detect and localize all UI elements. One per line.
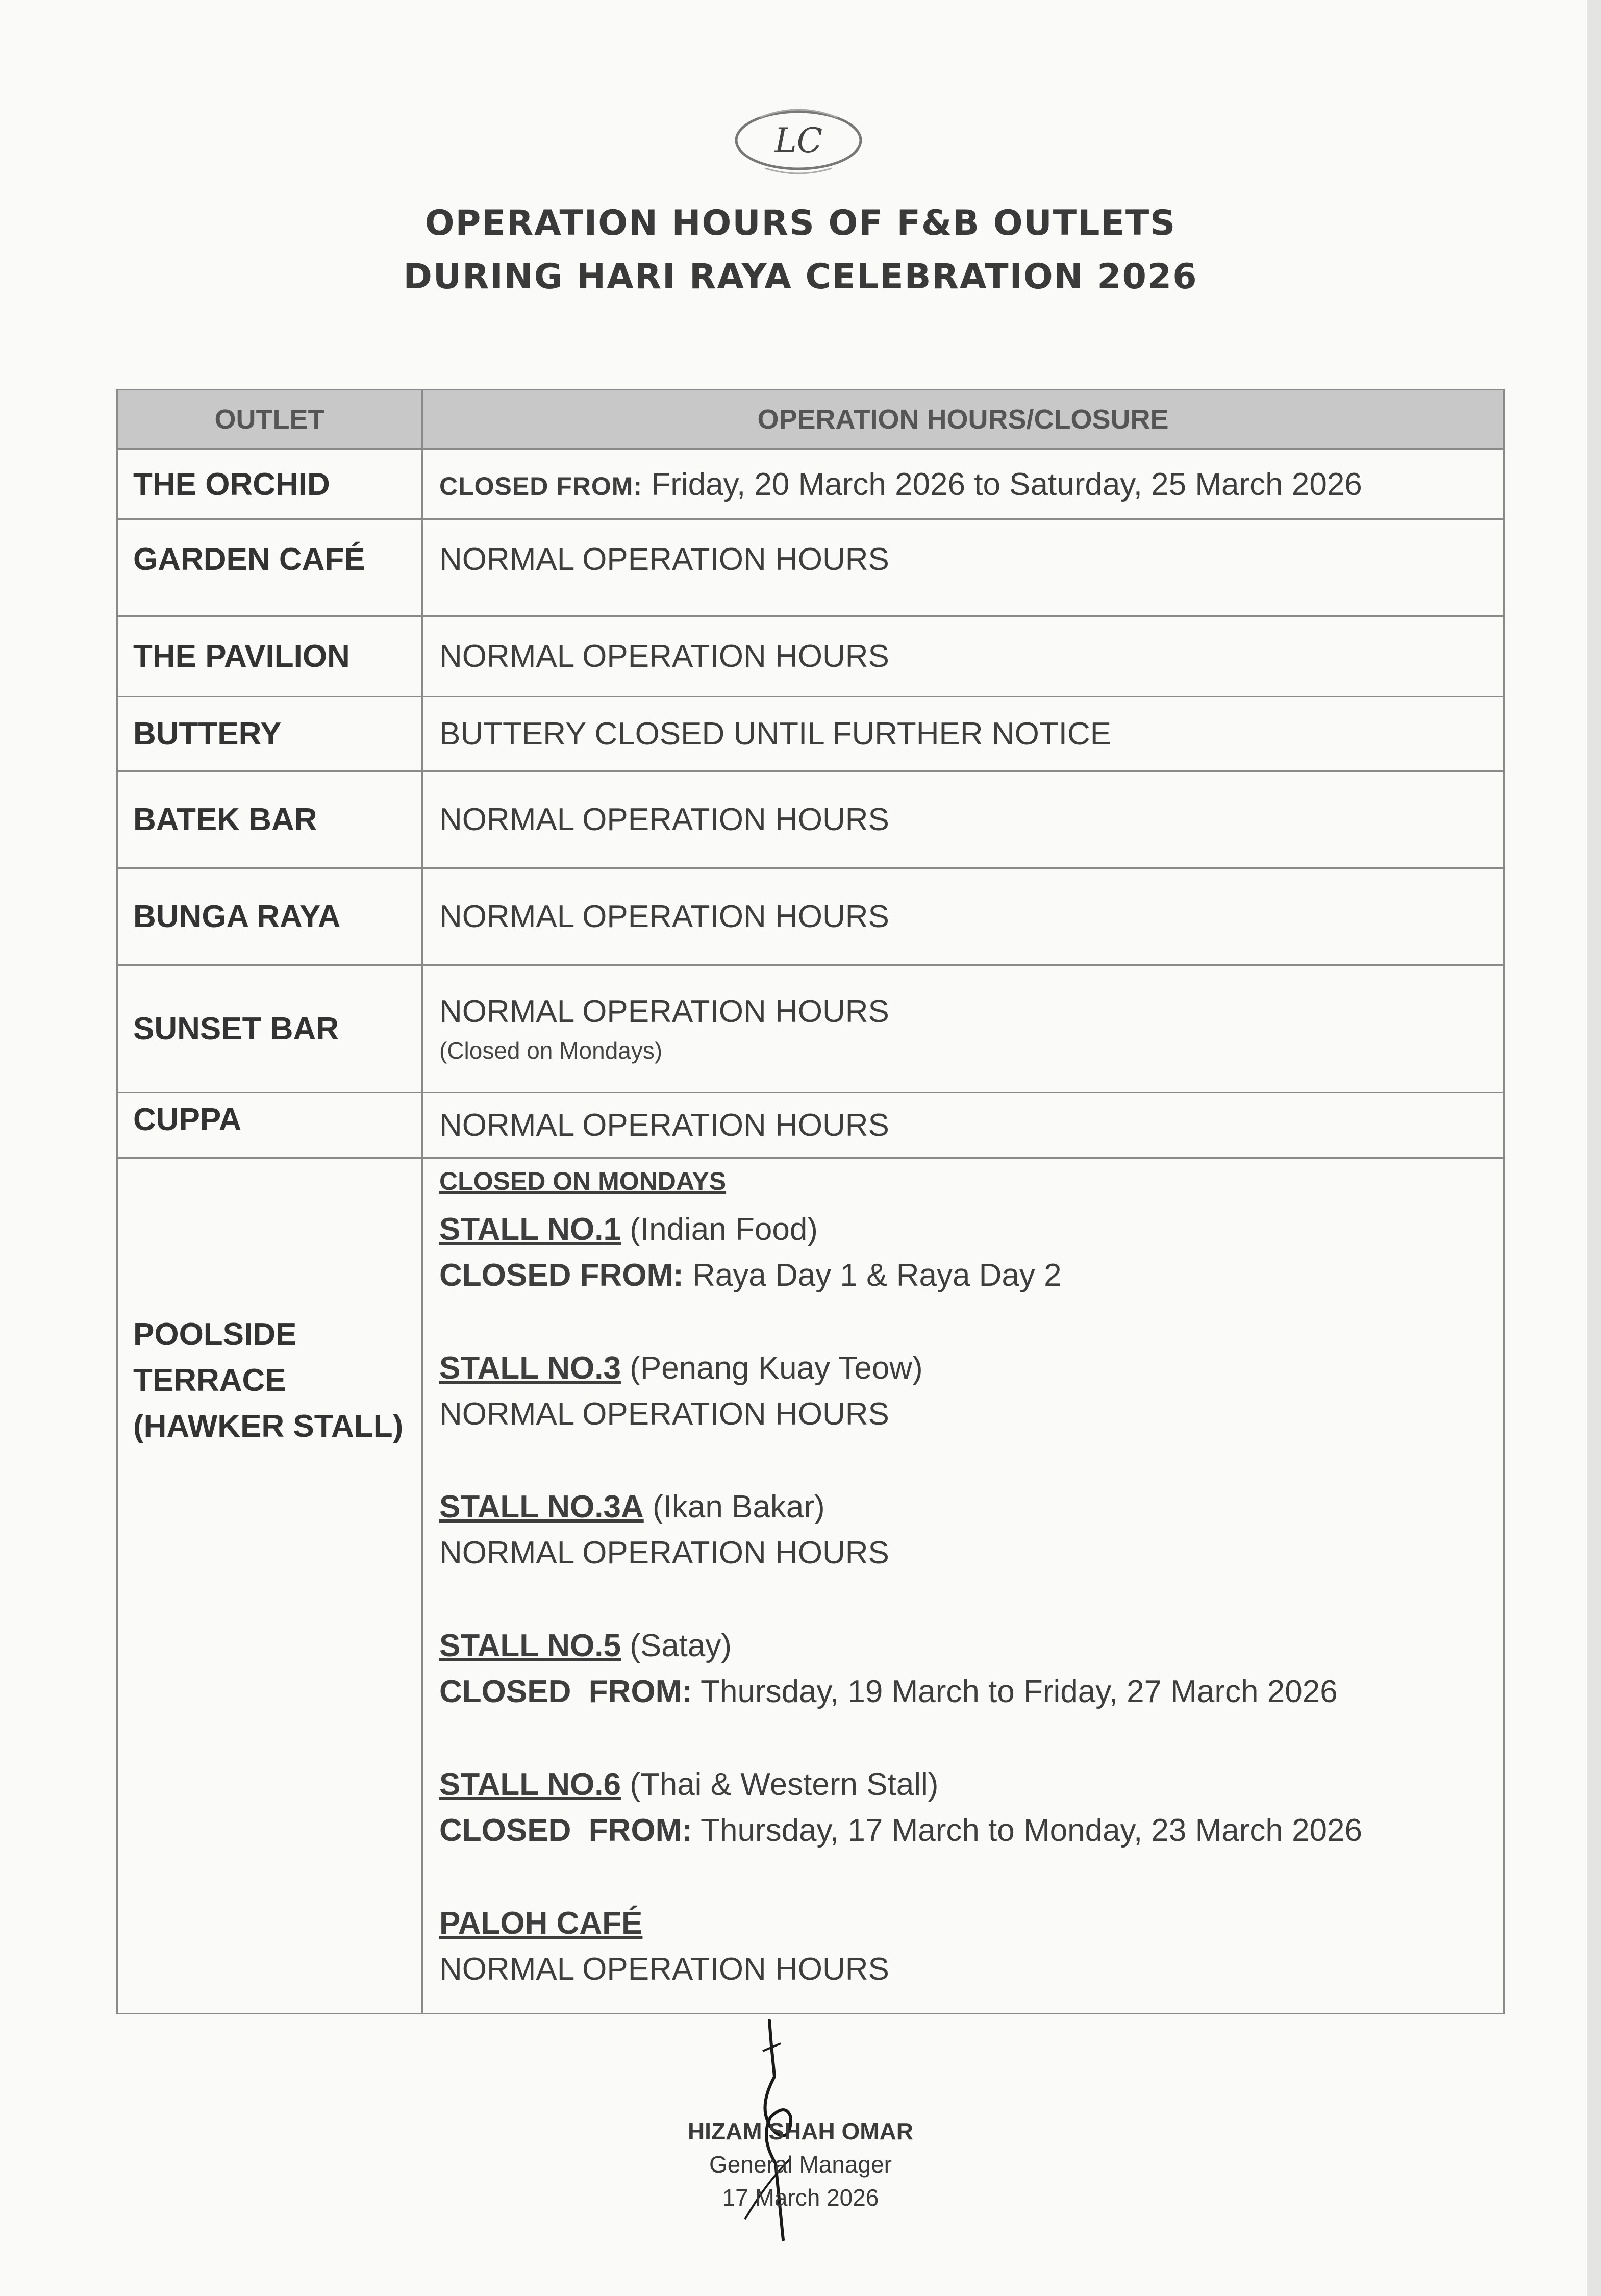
stall-name: STALL NO.1 — [439, 1212, 621, 1247]
poolside-hours — [422, 1158, 1504, 2014]
outlet-name: THE PAVILION — [117, 616, 422, 697]
stall-desc: (Ikan Bakar) — [643, 1489, 825, 1525]
stall-name: STALL NO.6 — [439, 1767, 621, 1802]
table-header-row — [117, 390, 1504, 450]
closed-label: CLOSED FROM: — [439, 1258, 684, 1293]
stall-block — [439, 1762, 1503, 1854]
outlet-name: BUNGA RAYA — [117, 868, 422, 965]
outlet-hours — [422, 450, 1504, 519]
stall-desc: (Thai & Western Stall) — [620, 1767, 939, 1802]
outlet-hours — [422, 965, 1504, 1093]
closed-label: CLOSED FROM: — [439, 1674, 692, 1709]
outlet-hours: NORMAL OPERATION HOURS — [422, 868, 1504, 965]
stall-block — [439, 1484, 1503, 1576]
outlet-name-line: (HAWKER STALL) — [133, 1409, 404, 1444]
stall-hours: Raya Day 1 & Raya Day 2 — [683, 1258, 1062, 1293]
closed-label: CLOSED FROM: — [439, 471, 643, 501]
outlet-hours: NORMAL OPERATION HOURS — [422, 771, 1504, 868]
stall-block — [439, 1901, 1503, 1992]
table-row-poolside — [117, 1158, 1504, 2014]
outlet-hours: NORMAL OPERATION HOURS — [422, 1093, 1504, 1158]
stall-hours: NORMAL OPERATION HOURS — [439, 1535, 889, 1570]
table-row — [117, 519, 1504, 616]
stall-desc: (Indian Food) — [620, 1212, 818, 1247]
hours-text: NORMAL OPERATION HOURS — [439, 994, 889, 1029]
stall-block — [439, 1207, 1503, 1299]
stall-hours: NORMAL OPERATION HOURS — [439, 1952, 889, 1987]
stall-name: STALL NO.3 — [439, 1351, 621, 1386]
signatory-name: HIZAM SHAH OMAR — [687, 2118, 914, 2144]
document-title-line1: OPERATION HOURS OF F&B OUTLETS — [424, 203, 1177, 243]
svg-text:LC: LC — [774, 121, 823, 160]
stall-desc: (Penang Kuay Teow) — [620, 1351, 923, 1386]
table-row — [117, 697, 1504, 771]
hours-text: Friday, 20 March 2026 to Saturday, 25 March 2026 — [642, 466, 1362, 502]
header-outlet: OUTLET — [117, 390, 422, 450]
signatory-role: General Manager — [709, 2151, 892, 2178]
outlet-name: BATEK BAR — [117, 771, 422, 868]
outlet-name: SUNSET BAR — [117, 965, 422, 1093]
table-row — [117, 965, 1504, 1093]
stall-block — [439, 1345, 1503, 1437]
stall-name: STALL NO.5 — [439, 1628, 621, 1663]
outlet-name: BUTTERY — [117, 697, 422, 771]
outlet-name: GARDEN CAFÉ — [117, 519, 422, 616]
table-row — [117, 868, 1504, 965]
closed-label: CLOSED FROM: — [439, 1813, 692, 1848]
table-row — [117, 450, 1504, 519]
hours-note: (Closed on Mondays) — [439, 1037, 663, 1064]
stall-hours: NORMAL OPERATION HOURS — [439, 1396, 889, 1432]
signatory-date: 17 March 2026 — [722, 2184, 879, 2211]
outlet-hours: BUTTERY CLOSED UNTIL FURTHER NOTICE — [422, 697, 1504, 771]
outlet-hours: NORMAL OPERATION HOURS — [422, 519, 1504, 616]
stall-hours: Thursday, 19 March to Friday, 27 March 2026 — [692, 1674, 1338, 1709]
club-logo — [730, 97, 867, 184]
outlet-name: CUPPA — [117, 1093, 422, 1158]
outlet-name-line: TERRACE — [133, 1363, 286, 1398]
outlet-hours: NORMAL OPERATION HOURS — [422, 616, 1504, 697]
outlet-name-line: POOLSIDE — [133, 1317, 297, 1352]
table-row — [117, 616, 1504, 697]
closed-on-mondays-note: CLOSED ON MONDAYS — [439, 1167, 727, 1195]
stall-name: STALL NO.3A — [439, 1489, 644, 1525]
stall-hours: Thursday, 17 March to Monday, 23 March 2026 — [692, 1813, 1363, 1848]
stall-desc: (Satay) — [620, 1628, 732, 1663]
stall-name: PALOH CAFÉ — [439, 1906, 643, 1941]
operation-hours-table — [116, 389, 1505, 2014]
outlet-name-poolside — [117, 1158, 422, 2014]
outlet-name: THE ORCHID — [117, 450, 422, 519]
page-edge — [1587, 0, 1601, 2296]
header-hours: OPERATION HOURS/CLOSURE — [422, 390, 1504, 450]
stall-block — [439, 1623, 1503, 1715]
table-row — [117, 1093, 1504, 1158]
document-title-line2: DURING HARI RAYA CELEBRATION 2026 — [403, 257, 1198, 297]
table-row — [117, 771, 1504, 868]
